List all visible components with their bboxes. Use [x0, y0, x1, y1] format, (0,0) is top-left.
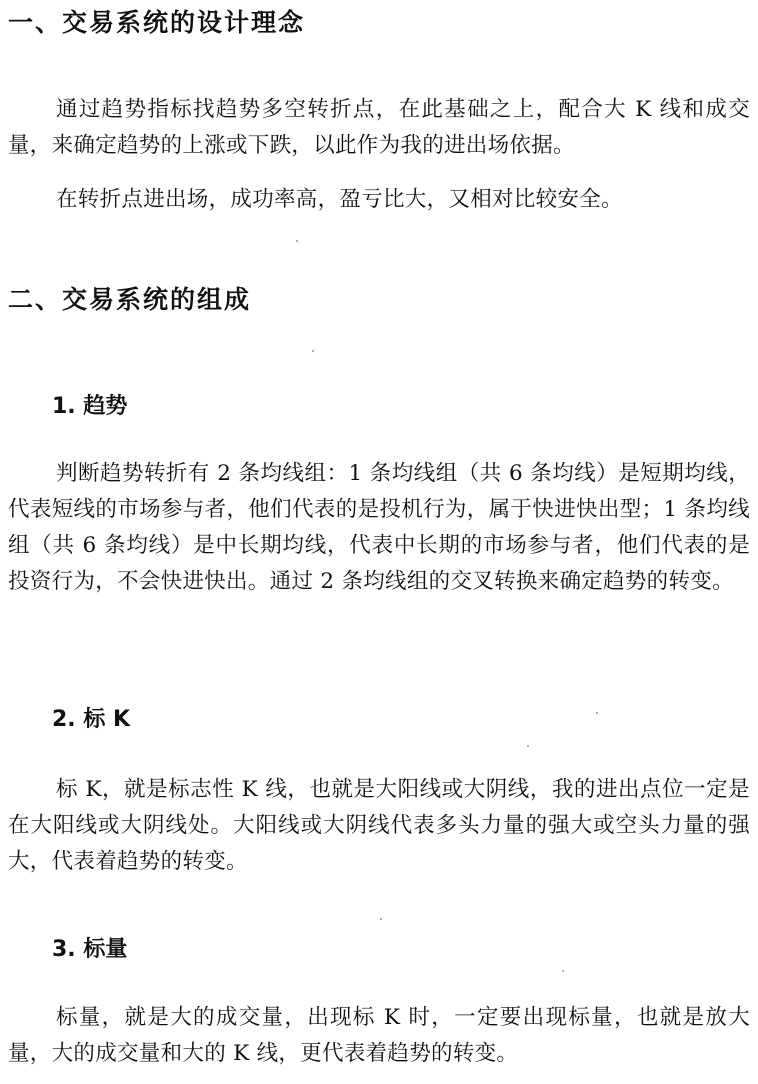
subsection-heading-marker-k: 2. 标 K — [52, 707, 131, 732]
paragraph-marker-volume: 标量，就是大的成交量，出现标 K 时，一定要出现标量，也就是放大量，大的成交量和大的 K 线，更代表着趋势的转变。 — [8, 1005, 750, 1066]
scan-speck — [312, 350, 314, 352]
section-heading-components: 二、交易系统的组成 — [8, 285, 252, 314]
scan-speck — [562, 970, 564, 972]
scan-speck — [527, 745, 529, 747]
scan-speck — [296, 240, 298, 242]
scan-speck — [596, 712, 598, 714]
paragraph-design-concept-1: 通过趋势指标找趋势多空转折点，在此基础之上，配合大 K 线和成交量，来确定趋势的上涨或下跌，以此作为我的进出场依据。 — [8, 97, 750, 158]
paragraph-design-concept-2: 在转折点进出场，成功率高，盈亏比大，又相对比较安全。 — [56, 187, 623, 212]
paragraph-marker-k: 标 K，就是标志性 K 线，也就是大阳线或大阴线，我的进出点位一定是在大阳线或大阴线处。大阳线或大阴线代表多头力量的强大或空头力量的强大，代表着趋势的转变。 — [8, 777, 750, 874]
section-heading-design-concept: 一、交易系统的设计理念 — [8, 8, 306, 37]
paragraph-trend: 判断趋势转折有 2 条均线组：1 条均线组（共 6 条均线）是短期均线，代表短线的市场参与者，他们代表的是投机行为，属于快进快出型；1 条均线组（共 6 条均线）是中长期均线，代表中长期的市场参与者，他们代表的是投资行为，不会快进快出。通过 2 条均线组的交叉转换来确定趋势的转变。 — [8, 461, 750, 594]
subsection-heading-trend: 1. 趋势 — [52, 394, 128, 419]
scan-speck — [380, 918, 382, 920]
subsection-heading-marker-volume: 3. 标量 — [52, 937, 128, 962]
